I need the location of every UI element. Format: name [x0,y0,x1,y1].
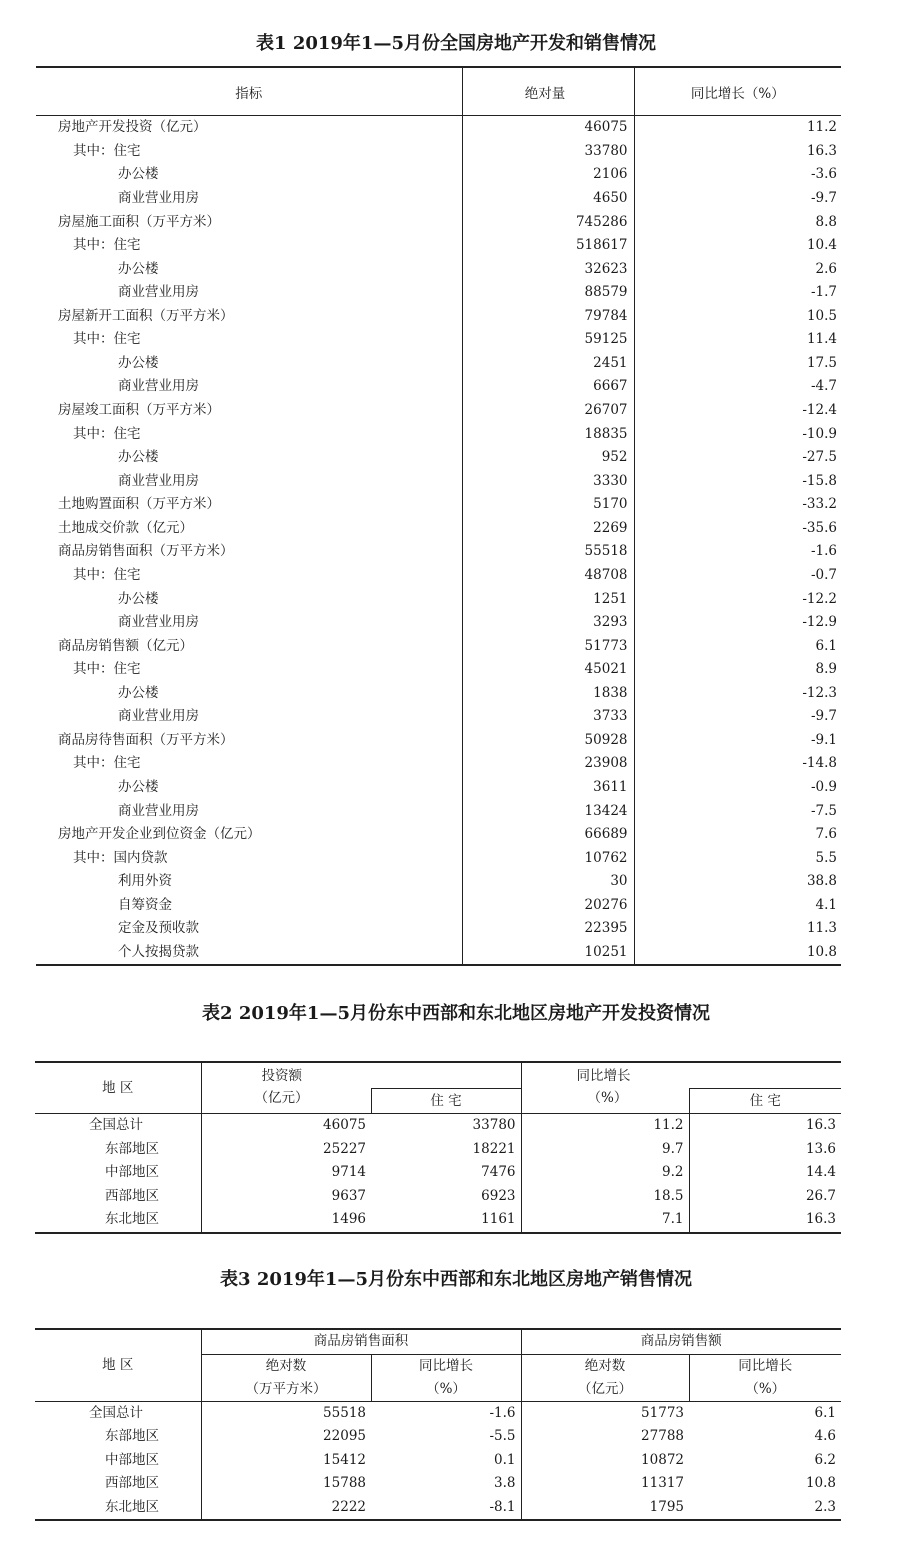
row-label: 商业营业用房 [118,614,199,631]
row-value: 1838 [462,682,634,706]
row-label: 其中：住宅 [73,142,141,159]
table-row [36,116,841,140]
row-value: 55518 [462,540,634,564]
region-label: 东北地区 [105,1211,159,1228]
row-label: 办公楼 [118,449,159,466]
row-growth: -12.4 [802,402,837,419]
table3-header-amount-growth [689,1354,841,1401]
row-growth: -33.2 [802,496,837,513]
row-growth: -12.9 [802,614,837,631]
row-value: 46075 [462,116,634,140]
row-label: 其中：国内贷款 [73,849,168,866]
table-row [35,1138,841,1162]
table-row [36,870,841,894]
table2-title: 表2 2019年1—5月份东中西部和东北地区房地产开发投资情况 [202,1003,710,1024]
amount-growth-value: 2.3 [814,1498,836,1515]
row-label: 办公楼 [118,166,159,183]
row-growth: 7.6 [815,826,837,843]
table3-header-area-absolute [201,1354,371,1401]
table3-header-amount-absolute-label: 绝对数 [584,1357,626,1374]
table3-header-area-growth-label: 同比增长 [419,1357,473,1374]
row-label: 商业营业用房 [118,708,199,725]
row-growth: -0.9 [810,779,837,796]
row-value: 4650 [462,187,634,211]
table-row [35,1185,841,1209]
row-growth: -7.5 [810,802,837,819]
row-growth: -9.1 [810,731,837,748]
growth-value: 11.2 [521,1114,689,1138]
row-growth: -1.7 [810,284,837,301]
table3-header-area-unit: （万平方米） [245,1380,327,1397]
row-value: 952 [462,446,634,470]
table-row [36,941,841,966]
row-growth: -1.6 [810,543,837,560]
amount-growth-value: 4.6 [814,1428,836,1445]
row-growth: -12.3 [802,684,837,701]
growth-value: 9.7 [521,1138,689,1162]
row-label: 房屋竣工面积（万平方米） [58,402,220,419]
row-growth: 11.2 [806,119,837,136]
row-growth: -35.6 [802,519,837,536]
row-value: 3293 [462,611,634,635]
row-label: 商业营业用房 [118,189,199,206]
region-label: 西部地区 [105,1187,159,1204]
region-label: 中部地区 [105,1451,159,1468]
amount-growth-value: 6.1 [814,1404,836,1421]
table-row [36,281,841,305]
table3-header-area-growth-unit: （%） [426,1380,466,1397]
row-growth: -4.7 [810,378,837,395]
area-value: 15412 [201,1449,371,1473]
table-row [36,682,841,706]
investment-value: 9637 [201,1185,371,1209]
row-label: 商业营业用房 [118,378,199,395]
residential-growth-value: 13.6 [689,1138,841,1162]
growth-value: 18.5 [521,1185,689,1209]
area-value: 2222 [201,1496,371,1521]
region-label: 中部地区 [105,1164,159,1181]
growth-value: 7.1 [521,1208,689,1233]
row-value: 48708 [462,564,634,588]
amount-value: 51773 [521,1401,689,1425]
residential-growth-value: 16.3 [689,1114,841,1138]
row-value: 45021 [462,658,634,682]
row-label: 房屋施工面积（万平方米） [58,213,220,230]
table-row [36,705,841,729]
table-row [35,1161,841,1185]
table-row [36,163,841,187]
row-value: 50928 [462,729,634,753]
region-label: 东部地区 [105,1428,159,1445]
area-growth-value: 0.1 [494,1451,516,1468]
table2-header-residential: 住 宅 [371,1089,521,1114]
table-row [36,517,841,541]
row-value: 2451 [462,352,634,376]
residential-growth-value: 14.4 [689,1161,841,1185]
investment-value: 1496 [201,1208,371,1233]
table1-header-value: 绝对量 [462,67,634,116]
table-row [35,1496,841,1521]
area-growth-value: 3.8 [494,1475,516,1492]
row-value: 10251 [462,941,634,966]
table3-header-area-absolute-label: 绝对数 [265,1357,307,1374]
table3-header-amount-absolute [521,1354,689,1401]
row-label: 房屋新开工面积（万平方米） [58,307,234,324]
table-row [36,422,841,446]
table3-header-region: 地 区 [35,1329,201,1401]
table2-header-region: 地 区 [35,1062,201,1114]
table-row [36,187,841,211]
row-value: 10762 [462,846,634,870]
table-row [36,352,841,376]
row-label: 商品房销售额（亿元） [58,637,193,654]
table-row [35,1401,841,1425]
residential-value: 33780 [472,1117,516,1134]
row-label: 其中：住宅 [73,661,141,678]
amount-value: 1795 [521,1496,689,1521]
region-label: 全国总计 [89,1404,143,1421]
table-row [36,587,841,611]
area-value: 15788 [201,1472,371,1496]
row-growth: -12.2 [802,590,837,607]
row-growth: -15.8 [802,472,837,489]
row-growth: 17.5 [806,354,837,371]
row-growth: 38.8 [806,873,837,890]
table-row [35,1472,841,1496]
row-value: 59125 [462,328,634,352]
region-label: 西部地区 [105,1475,159,1492]
table3 [35,1328,841,1521]
table-row [36,917,841,941]
table-row [36,540,841,564]
row-label: 其中：住宅 [73,566,141,583]
table-row [36,823,841,847]
table-row [36,140,841,164]
region-label: 全国总计 [89,1117,143,1134]
row-value: 5170 [462,493,634,517]
row-growth: 2.6 [815,260,837,277]
row-label: 办公楼 [118,260,159,277]
table-row [36,210,841,234]
amount-value: 27788 [521,1425,689,1449]
table-row [36,234,841,258]
table-row [36,399,841,423]
row-label: 办公楼 [118,354,159,371]
row-growth: 10.4 [806,237,837,254]
table1-title: 表1 2019年1—5月份全国房地产开发和销售情况 [256,33,656,54]
area-growth-value: -1.6 [489,1404,516,1421]
table2-header-growth-unit: （%） [521,1089,689,1114]
residential-growth-value: 16.3 [689,1208,841,1233]
table-row [36,799,841,823]
table-row [36,375,841,399]
table3-header-amount-growth-label: 同比增长 [738,1357,793,1374]
row-value: 30 [462,870,634,894]
table-row [36,846,841,870]
table-row [36,305,841,329]
table-row [36,752,841,776]
table-row [36,729,841,753]
row-value: 26707 [462,399,634,423]
table-row [36,894,841,918]
area-growth-value: -5.5 [489,1428,516,1445]
table2-header-growth: 同比增长 [521,1062,841,1089]
row-label: 办公楼 [118,590,159,607]
amount-growth-value: 10.8 [805,1475,836,1492]
row-growth: -3.6 [810,166,837,183]
amount-value: 11317 [521,1472,689,1496]
residential-growth-value: 26.7 [689,1185,841,1209]
row-value: 32623 [462,257,634,281]
row-growth: -0.7 [810,566,837,583]
row-label: 办公楼 [118,779,159,796]
row-label: 其中：住宅 [73,755,141,772]
row-label: 其中：住宅 [73,237,141,254]
table-row [35,1208,841,1233]
row-value: 33780 [462,140,634,164]
region-label: 东部地区 [105,1140,159,1157]
table-row [36,634,841,658]
table2-header-investment-unit: （亿元） [201,1089,371,1114]
row-value: 18835 [462,422,634,446]
row-growth: -9.7 [810,189,837,206]
row-label: 自筹资金 [118,896,172,913]
row-value: 2106 [462,163,634,187]
region-label: 东北地区 [105,1498,159,1515]
table1-header-growth: 同比增长（%） [634,67,841,116]
table-row [36,611,841,635]
row-growth: 11.3 [806,920,837,937]
row-growth: -27.5 [802,449,837,466]
row-value: 13424 [462,799,634,823]
row-value: 88579 [462,281,634,305]
row-value: 1251 [462,587,634,611]
row-label: 土地购置面积（万平方米） [58,496,220,513]
row-label: 商品房待售面积（万平方米） [58,731,234,748]
row-label: 商品房销售面积（万平方米） [58,543,234,560]
table3-header-amount-unit: （亿元） [578,1380,632,1397]
table1-header-indicator: 指标 [36,67,462,116]
table3-header-area-growth [371,1354,521,1401]
investment-value: 9714 [201,1161,371,1185]
residential-value: 6923 [481,1187,516,1204]
row-label: 定金及预收款 [118,920,199,937]
investment-value: 25227 [201,1138,371,1162]
row-label: 利用外资 [118,873,172,890]
residential-value: 18221 [472,1140,516,1157]
row-value: 79784 [462,305,634,329]
table-row [36,257,841,281]
table1 [36,66,841,966]
table1-header-row [36,67,841,116]
table-row [36,469,841,493]
amount-value: 10872 [521,1449,689,1473]
row-growth: 5.5 [815,849,837,866]
area-value: 55518 [201,1401,371,1425]
row-label: 商业营业用房 [118,802,199,819]
row-label: 商业营业用房 [118,284,199,301]
row-label: 土地成交价款（亿元） [58,519,193,536]
row-value: 745286 [462,210,634,234]
table-row [36,658,841,682]
table-row [35,1114,841,1138]
table2-header-investment: 投资额 [201,1062,521,1089]
investment-value: 46075 [201,1114,371,1138]
row-growth: 10.5 [806,307,837,324]
residential-value: 1161 [481,1211,516,1228]
area-growth-value: -8.1 [489,1498,516,1515]
row-value: 3330 [462,469,634,493]
row-value: 22395 [462,917,634,941]
row-growth: 10.8 [806,943,837,960]
table-row [35,1425,841,1449]
table-row [36,328,841,352]
row-label: 办公楼 [118,684,159,701]
growth-value: 9.2 [521,1161,689,1185]
row-label: 其中：住宅 [73,425,141,442]
row-growth: 8.8 [815,213,837,230]
row-growth: 8.9 [815,661,837,678]
table3-header-amount-group: 商品房销售额 [521,1329,841,1354]
row-value: 51773 [462,634,634,658]
row-value: 6667 [462,375,634,399]
row-growth: 11.4 [806,331,837,348]
row-value: 23908 [462,752,634,776]
row-growth: 4.1 [815,896,837,913]
row-growth: -14.8 [802,755,837,772]
row-growth: -9.7 [810,708,837,725]
row-value: 20276 [462,894,634,918]
row-label: 个人按揭贷款 [118,943,199,960]
row-growth: -10.9 [802,425,837,442]
row-value: 66689 [462,823,634,847]
row-label: 商业营业用房 [118,472,199,489]
table2 [35,1061,841,1234]
table3-header-amount-growth-unit: （%） [745,1380,786,1397]
table-row [36,776,841,800]
table-row [36,493,841,517]
amount-growth-value: 6.2 [814,1451,836,1468]
row-label: 房地产开发企业到位资金（亿元） [58,826,261,843]
table3-title: 表3 2019年1—5月份东中西部和东北地区房地产销售情况 [220,1269,692,1290]
row-label: 其中：住宅 [73,331,141,348]
row-value: 2269 [462,517,634,541]
table2-header-residential-growth: 住 宅 [689,1089,841,1114]
table3-header-area-group: 商品房销售面积 [201,1329,521,1354]
row-value: 3733 [462,705,634,729]
residential-value: 7476 [481,1164,516,1181]
table-row [36,564,841,588]
row-growth: 6.1 [815,637,837,654]
row-value: 3611 [462,776,634,800]
row-label: 房地产开发投资（亿元） [58,119,207,136]
area-value: 22095 [201,1425,371,1449]
table-row [36,446,841,470]
row-growth: 16.3 [806,142,837,159]
row-value: 518617 [462,234,634,258]
table-row [35,1449,841,1473]
